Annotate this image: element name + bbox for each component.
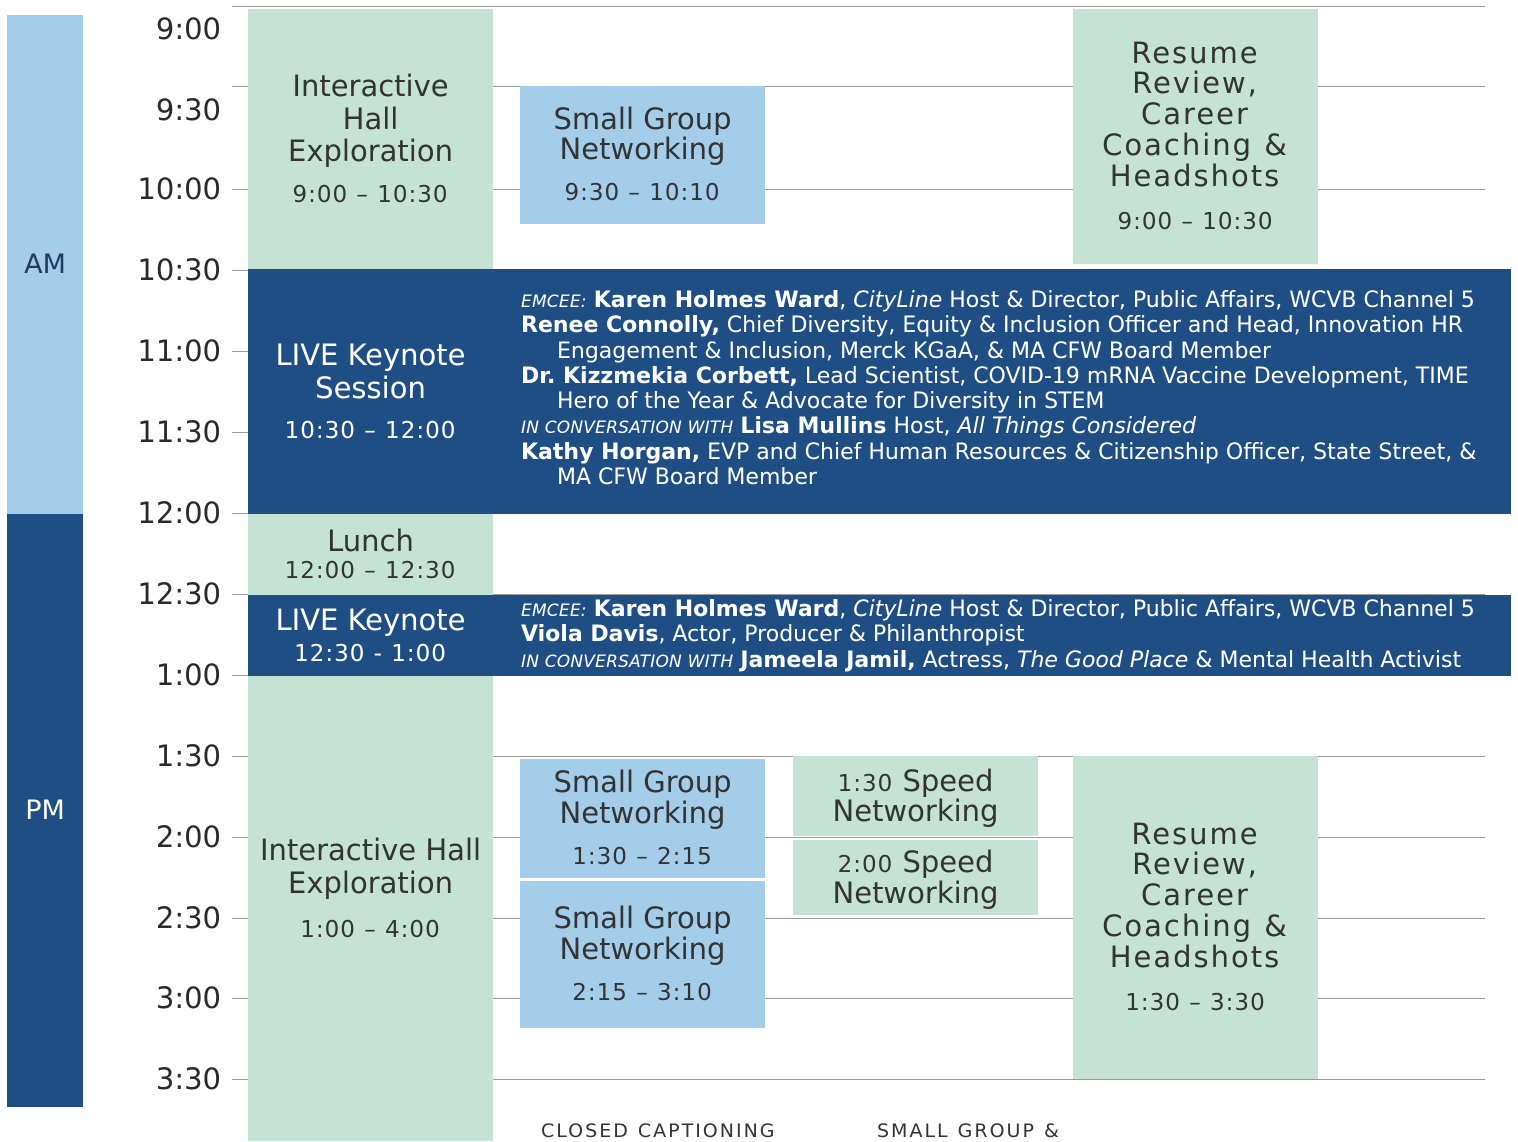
block-title bbox=[793, 847, 1038, 908]
time-label: 11:30 bbox=[137, 415, 221, 449]
conversation-role: Actress, bbox=[922, 647, 1011, 673]
time-label: 2:30 bbox=[155, 901, 221, 935]
am-label: AM bbox=[24, 249, 66, 280]
conversation-line bbox=[521, 648, 1506, 673]
footer-closed-captioning: CLOSED CAPTIONING bbox=[541, 1120, 777, 1142]
lunch-block[interactable] bbox=[248, 514, 493, 595]
block-time: 10:30 – 12:00 bbox=[284, 417, 457, 444]
keynote-speakers bbox=[521, 597, 1506, 673]
speaker-name: Renee Connolly, bbox=[521, 313, 720, 339]
block-title: Interactive Hall Exploration bbox=[288, 69, 453, 169]
speed-networking-1-block[interactable] bbox=[793, 756, 1038, 836]
speaker-role: Lead Scientist, COVID-19 mRNA Vaccine Development, TIME bbox=[804, 363, 1469, 389]
live-keynote-session-block[interactable] bbox=[248, 269, 1511, 514]
keynote-heading bbox=[248, 269, 493, 514]
speaker-role-cont: Hero of the Year & Advocate for Diversity in STEM bbox=[557, 389, 1105, 415]
am-period-bar bbox=[7, 15, 83, 514]
emcee-role: Host & Director, Public Affairs, WCVB Channel 5 bbox=[949, 288, 1475, 313]
emcee-show: CityLine bbox=[853, 288, 943, 313]
speed-time: 1:30 bbox=[837, 770, 894, 797]
time-label: 9:00 bbox=[155, 12, 221, 46]
speaker-line bbox=[521, 313, 1506, 338]
block-time: 12:30 - 1:00 bbox=[294, 640, 447, 667]
emcee-line: EMCEE: Karen Holmes Ward, CityLine Host & Director, Public Affairs, WCVB Channel 5 bbox=[521, 597, 1475, 622]
emcee-name: Karen Holmes Ward bbox=[593, 288, 840, 313]
emcee-name: Karen Holmes Ward bbox=[593, 597, 840, 622]
block-title: Small Group Networking bbox=[553, 765, 732, 830]
speaker-role-cont: MA CFW Board Member bbox=[557, 465, 817, 491]
emcee-role: Host & Director, Public Affairs, WCVB Channel 5 bbox=[949, 597, 1475, 622]
speed-networking-2-block[interactable] bbox=[793, 840, 1038, 915]
time-label: 2:00 bbox=[155, 820, 221, 854]
conversation-role-cont: & Mental Health Activist bbox=[1195, 647, 1462, 673]
time-label: 3:30 bbox=[155, 1062, 221, 1096]
conversation-tag: IN CONVERSATION WITH bbox=[521, 651, 734, 672]
pm-period-bar bbox=[7, 514, 83, 1107]
time-label: 1:00 bbox=[155, 658, 221, 692]
time-label: 10:00 bbox=[137, 172, 221, 206]
small-group-networking-am-block[interactable] bbox=[520, 86, 765, 224]
resume-review-pm-block[interactable] bbox=[1073, 756, 1318, 1079]
speaker-name: Viola Davis bbox=[521, 622, 659, 648]
block-title: Small Group Networking bbox=[553, 901, 732, 966]
time-label: 11:00 bbox=[137, 334, 221, 368]
block-title: Interactive Hall Exploration bbox=[259, 833, 482, 900]
speaker-name: Dr. Kizzmekia Corbett, bbox=[521, 363, 798, 389]
interactive-hall-am-block[interactable] bbox=[248, 9, 493, 269]
block-title: LIVE Keynote Session bbox=[275, 338, 466, 405]
speaker-line bbox=[521, 364, 1506, 389]
conversation-show: All Things Considered bbox=[957, 414, 1197, 440]
block-title: Resume Review, Career Coaching & Headshots bbox=[1102, 35, 1289, 193]
block-time: 9:00 – 10:30 bbox=[292, 181, 449, 208]
speaker-name: Kathy Horgan, bbox=[521, 439, 701, 465]
block-time: 12:00 – 12:30 bbox=[284, 557, 457, 584]
conversation-name: Jameela Jamil, bbox=[740, 647, 916, 673]
emcee-tag: EMCEE: bbox=[521, 601, 587, 621]
time-label: 3:00 bbox=[155, 981, 221, 1015]
block-time: 1:30 – 3:30 bbox=[1125, 990, 1266, 1017]
conversation-tag: IN CONVERSATION WITH bbox=[521, 418, 734, 439]
small-group-networking-pm2-block[interactable] bbox=[520, 881, 765, 1028]
block-title bbox=[793, 763, 1038, 828]
time-label: 12:00 bbox=[137, 496, 221, 530]
pm-label: PM bbox=[25, 795, 65, 826]
live-keynote-block[interactable] bbox=[248, 595, 1511, 676]
keynote-heading bbox=[248, 595, 493, 676]
block-title: Small Group Networking bbox=[553, 101, 732, 166]
interactive-hall-pm-block[interactable] bbox=[248, 676, 493, 1141]
speaker-line bbox=[521, 440, 1506, 465]
block-time: 1:00 – 4:00 bbox=[300, 916, 441, 943]
speaker-role-cont: Engagement & Inclusion, Merck KGaA, & MA CFW Board Member bbox=[557, 338, 1271, 364]
block-time: 1:30 – 2:15 bbox=[572, 843, 713, 870]
speed-title: Speed Networking bbox=[832, 763, 999, 828]
emcee-line: EMCEE: Karen Holmes Ward, CityLine Host & Director, Public Affairs, WCVB Channel 5 bbox=[521, 288, 1475, 313]
speaker-role: EVP and Chief Human Resources & Citizenship Officer, State Street, & bbox=[707, 439, 1477, 465]
block-title: Resume Review, Career Coaching & Headshots bbox=[1102, 816, 1289, 974]
time-label: 1:30 bbox=[155, 739, 221, 773]
time-label: 9:30 bbox=[155, 93, 221, 127]
speaker-role: Chief Diversity, Equity & Inclusion Officer and Head, Innovation HR bbox=[726, 313, 1464, 339]
speed-title: Speed Networking bbox=[832, 845, 999, 910]
footer-small-group: SMALL GROUP & bbox=[877, 1120, 1061, 1142]
emcee-show: CityLine bbox=[853, 597, 943, 622]
small-group-networking-pm1-block[interactable] bbox=[520, 759, 765, 878]
keynote-speakers bbox=[521, 288, 1506, 490]
conversation-name: Lisa Mullins bbox=[740, 414, 887, 440]
emcee-tag: EMCEE: bbox=[521, 292, 587, 312]
time-label: 10:30 bbox=[137, 253, 221, 287]
conversation-line bbox=[521, 414, 1506, 439]
speaker-line bbox=[521, 622, 1506, 647]
block-title: Lunch bbox=[327, 524, 414, 559]
conversation-show: The Good Place bbox=[1017, 647, 1189, 673]
block-title: LIVE Keynote bbox=[275, 603, 466, 638]
block-time: 9:30 – 10:10 bbox=[564, 180, 721, 207]
block-time: 2:15 – 3:10 bbox=[572, 979, 713, 1006]
block-time: 9:00 – 10:30 bbox=[1117, 209, 1274, 236]
speaker-role: , Actor, Producer & Philanthropist bbox=[658, 622, 1025, 648]
resume-review-am-block[interactable] bbox=[1073, 9, 1318, 264]
grid-line-top bbox=[232, 6, 1485, 7]
time-label: 12:30 bbox=[137, 577, 221, 611]
conversation-role: Host, bbox=[893, 414, 951, 440]
speed-time: 2:00 bbox=[837, 852, 894, 879]
